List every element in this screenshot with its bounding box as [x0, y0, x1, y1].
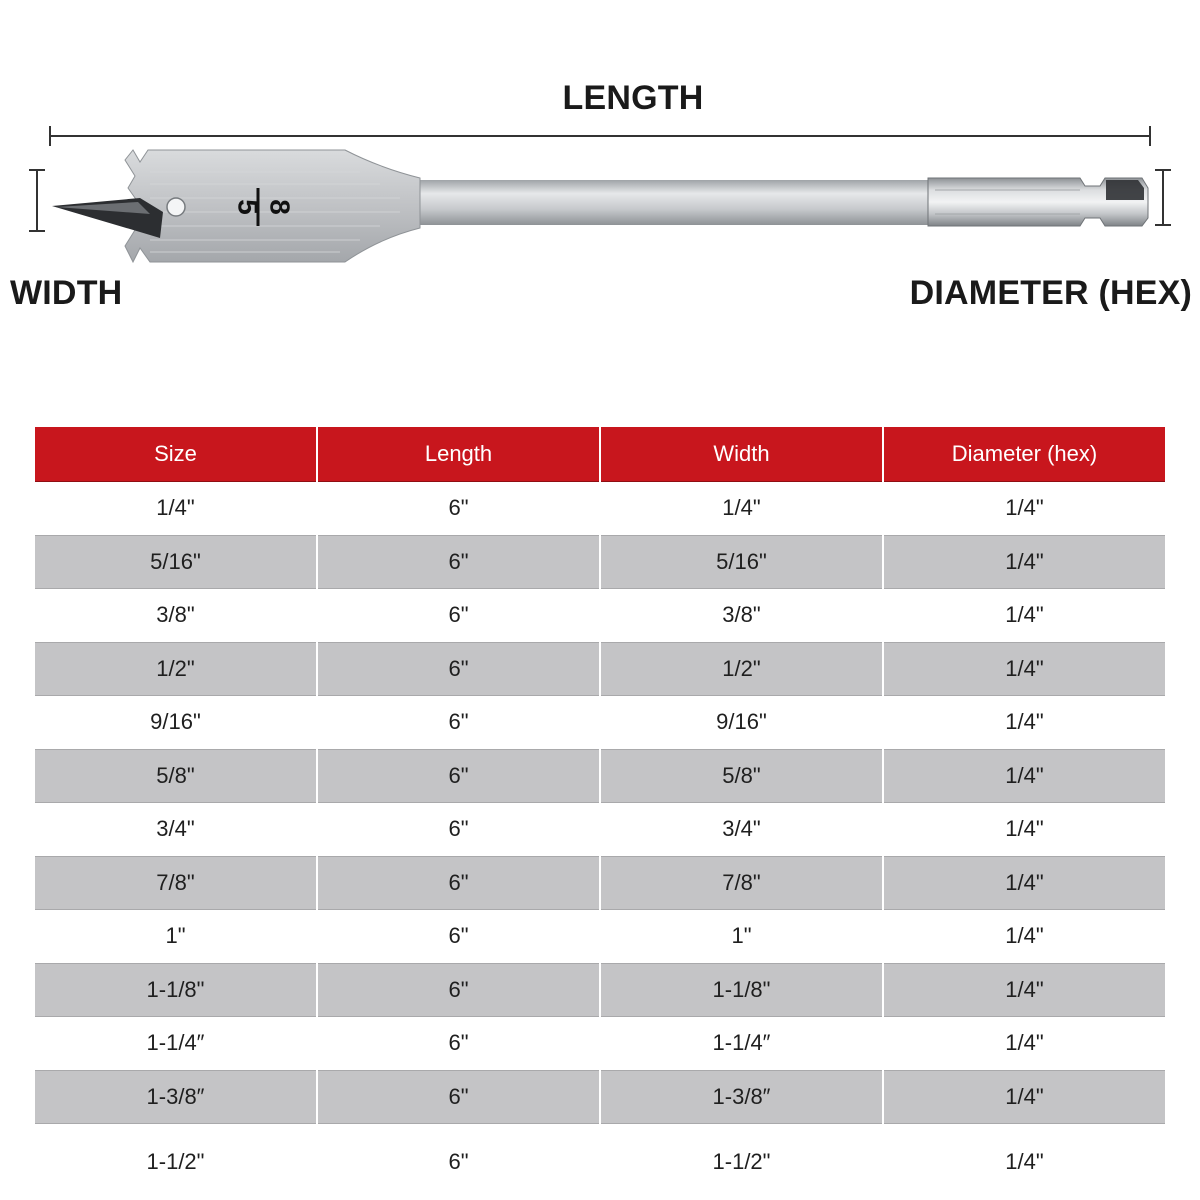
cell-length: 6" — [318, 1124, 599, 1195]
cell-length: 6" — [318, 589, 599, 642]
size-spec-table — [33, 427, 1167, 1195]
cell-size: 1-1/2" — [35, 1124, 316, 1195]
cell-width: 1/4" — [601, 482, 882, 535]
cell-size: 1/4" — [35, 482, 316, 535]
cell-size: 3/8" — [35, 589, 316, 642]
width-dimension-bracket — [29, 170, 45, 231]
table-row — [35, 1070, 1165, 1124]
cell-width: 5/16" — [601, 535, 882, 589]
cell-size: 7/8" — [35, 856, 316, 910]
table-row — [35, 910, 1165, 963]
table-row — [35, 482, 1165, 535]
cell-diameter: 1/4" — [884, 696, 1165, 749]
cell-width: 1" — [601, 910, 882, 963]
table-row — [35, 696, 1165, 749]
cell-diameter: 1/4" — [884, 482, 1165, 535]
table-body — [35, 482, 1165, 1195]
table-row — [35, 803, 1165, 856]
cell-length: 6" — [318, 1070, 599, 1124]
table-row — [35, 1124, 1165, 1195]
cell-length: 6" — [318, 856, 599, 910]
cell-length: 6" — [318, 1017, 599, 1070]
cell-width: 1-1/2" — [601, 1124, 882, 1195]
cell-size: 1" — [35, 910, 316, 963]
cell-size: 9/16" — [35, 696, 316, 749]
cell-diameter: 1/4" — [884, 589, 1165, 642]
cell-diameter: 1/4" — [884, 1017, 1165, 1070]
cell-length: 6" — [318, 749, 599, 803]
cell-length: 6" — [318, 910, 599, 963]
cell-diameter: 1/4" — [884, 1070, 1165, 1124]
length-dimension-line — [50, 126, 1150, 146]
cell-size: 5/8" — [35, 749, 316, 803]
cell-length: 6" — [318, 963, 599, 1017]
table-header-row — [35, 427, 1165, 482]
cell-length: 6" — [318, 535, 599, 589]
cell-length: 6" — [318, 696, 599, 749]
diameter-dimension-bracket — [1155, 170, 1171, 225]
table-row — [35, 1017, 1165, 1070]
table-row — [35, 589, 1165, 642]
bit-shaft — [415, 180, 930, 225]
cell-width: 1-3/8″ — [601, 1070, 882, 1124]
blade-marking-bottom: 8 — [264, 199, 296, 215]
cell-width: 9/16" — [601, 696, 882, 749]
cell-diameter: 1/4" — [884, 642, 1165, 696]
cell-length: 6" — [318, 482, 599, 535]
table-row — [35, 856, 1165, 910]
hex-shank-groove — [1106, 180, 1144, 200]
width-label: WIDTH — [10, 274, 123, 312]
cell-size: 1-3/8″ — [35, 1070, 316, 1124]
cell-width: 7/8" — [601, 856, 882, 910]
cell-size: 1/2" — [35, 642, 316, 696]
cell-size: 5/16" — [35, 535, 316, 589]
cell-width: 1-1/8" — [601, 963, 882, 1017]
cell-diameter: 1/4" — [884, 803, 1165, 856]
cell-length: 6" — [318, 642, 599, 696]
header-diameter: Diameter (hex) — [884, 427, 1165, 482]
cell-diameter: 1/4" — [884, 535, 1165, 589]
cell-diameter: 1/4" — [884, 910, 1165, 963]
cell-diameter: 1/4" — [884, 963, 1165, 1017]
cell-width: 3/4" — [601, 803, 882, 856]
table-row — [35, 963, 1165, 1017]
cell-width: 5/8" — [601, 749, 882, 803]
length-label: LENGTH — [562, 79, 704, 117]
cell-diameter: 1/4" — [884, 1124, 1165, 1195]
blade-hole — [167, 198, 185, 216]
diameter-hex-label: DIAMETER (HEX) — [909, 274, 1192, 312]
header-length: Length — [318, 427, 599, 482]
cell-size: 1-1/4″ — [35, 1017, 316, 1070]
header-size: Size — [35, 427, 316, 482]
table-row — [35, 749, 1165, 803]
table-row — [35, 535, 1165, 589]
cell-length: 6" — [318, 803, 599, 856]
cell-width: 3/8" — [601, 589, 882, 642]
cell-size: 1-1/8" — [35, 963, 316, 1017]
table-row — [35, 642, 1165, 696]
cell-diameter: 1/4" — [884, 856, 1165, 910]
header-width: Width — [601, 427, 882, 482]
cell-width: 1-1/4″ — [601, 1017, 882, 1070]
cell-size: 3/4" — [35, 803, 316, 856]
blade-marking-top: 5 — [232, 199, 264, 215]
cell-diameter: 1/4" — [884, 749, 1165, 803]
cell-width: 1/2" — [601, 642, 882, 696]
